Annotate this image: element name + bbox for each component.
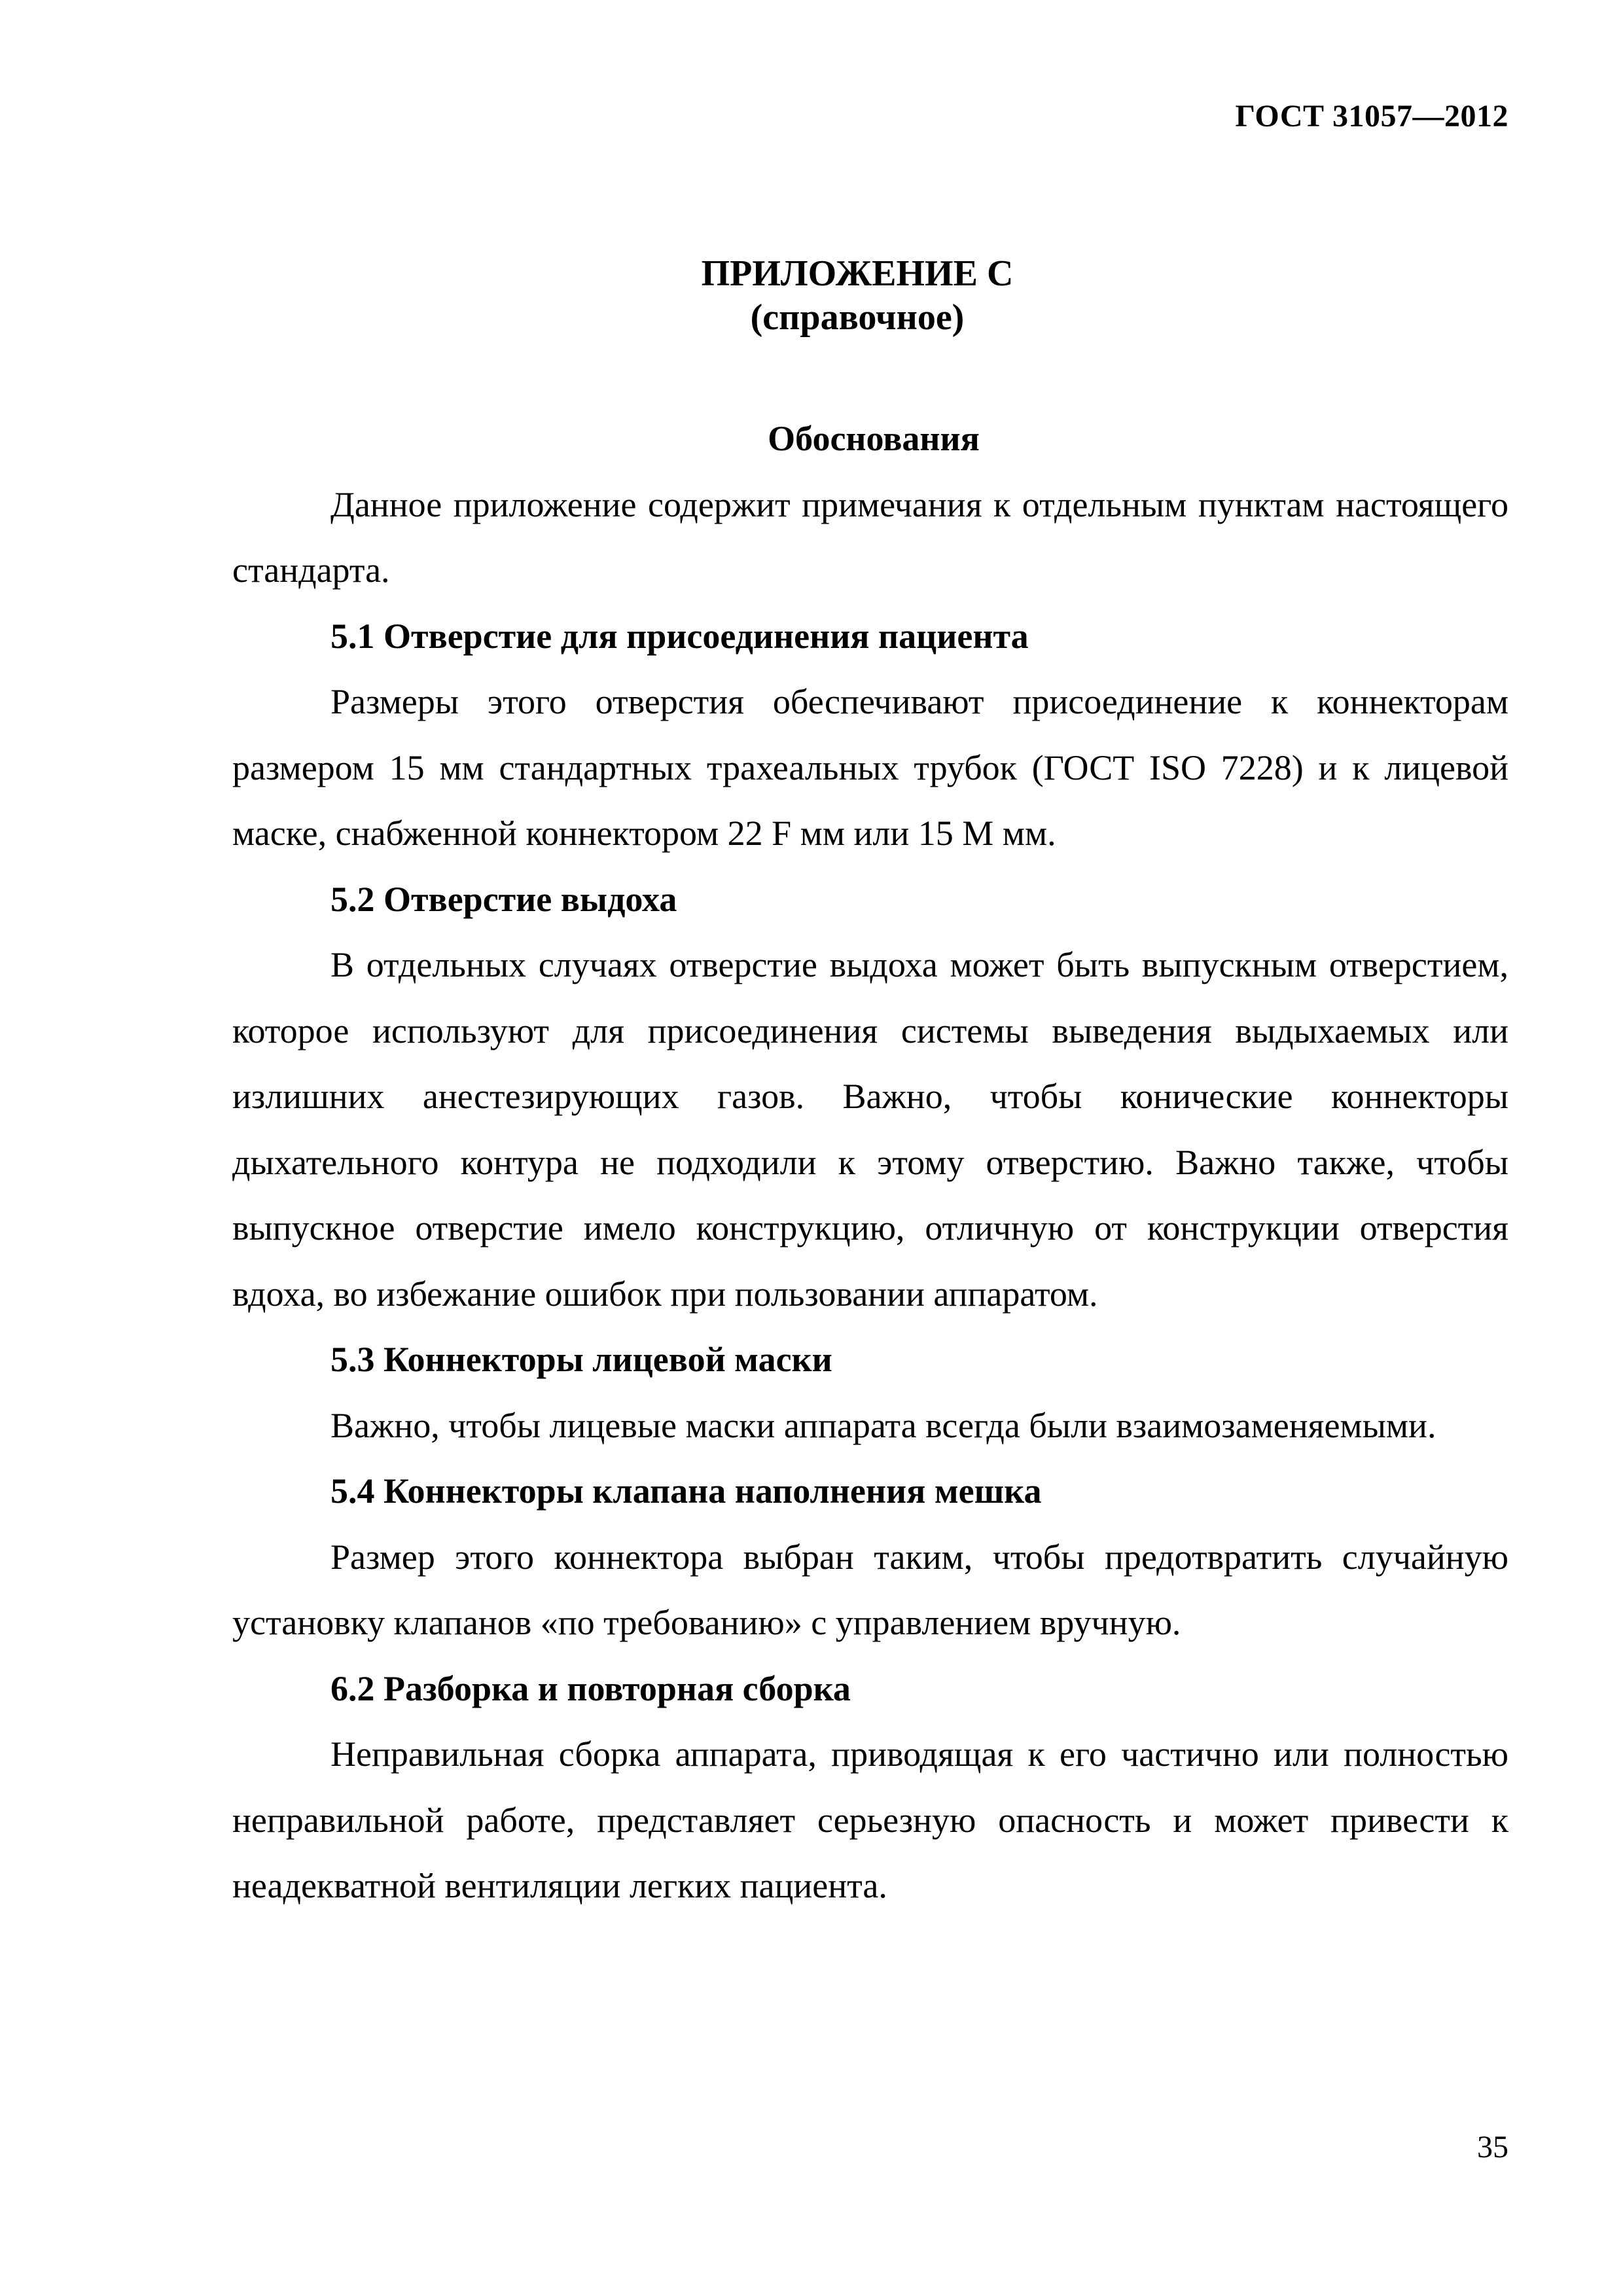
intro-paragraph: Данное приложение содержит примечания к отдельным пунктам настоящего стандарта.: [232, 484, 1508, 590]
section-heading: Обоснования: [768, 419, 980, 458]
document-content: [232, 406, 1508, 1919]
subsection-text-5-2: В отдельных случаях отверстие выдоха может быть выпускным отверстием, которое используют для присоединения системы выведения выдыхаемых или излишних анестезирующих газов. Важно, чтобы конические коннекторы дыхательного контура не подходили к этому отверстию. Важно также, чтобы выпускное отверстие имело конструкцию, отличную от конструкции отверстия вдоха, во избежание ошибок при пользовании аппаратом.: [232, 945, 1508, 1314]
subsection-heading-6-2: 6.2 Разборка и повторная сборка: [330, 1668, 851, 1708]
page-header: ГОСТ 31057—2012: [1235, 99, 1508, 134]
subsection-heading-5-2: 5.2 Отверстие выдоха: [330, 879, 677, 919]
subsection-text-5-1: Размеры этого отверстия обеспечивают присоединение к коннекторам размером 15 мм стандартных трахеальных трубок (ГОСТ ISO 7228) и к лицевой маске, снабженной коннектором 22 F мм или 15 М мм.: [232, 682, 1508, 853]
appendix-title-block: [0, 252, 1623, 340]
appendix-subtitle: (справочное): [750, 297, 965, 338]
appendix-title: ПРИЛОЖЕНИЕ С: [701, 253, 1014, 294]
subsection-heading-5-3: 5.3 Коннекторы лицевой маски: [330, 1340, 832, 1379]
subsection-text-6-2: Неправильная сборка аппарата, приводящая к его частично или полностью неправильной работе, представляет серьезную опасность и может привести к неадекватной вентиляции легких пациента.: [232, 1734, 1508, 1905]
subsection-text-5-4: Размер этого коннектора выбран таким, чтобы предотвратить случайную установку клапанов «по требованию» с управлением вручную.: [232, 1537, 1508, 1642]
subsection-heading-5-1: 5.1 Отверстие для присоединения пациента: [330, 616, 1029, 656]
page-number: 35: [1477, 2130, 1508, 2164]
subsection-text-5-3: Важно, чтобы лицевые маски аппарата всегда были взаимозаменяемыми.: [330, 1405, 1436, 1445]
subsection-heading-5-4: 5.4 Коннекторы клапана наполнения мешка: [330, 1471, 1042, 1511]
